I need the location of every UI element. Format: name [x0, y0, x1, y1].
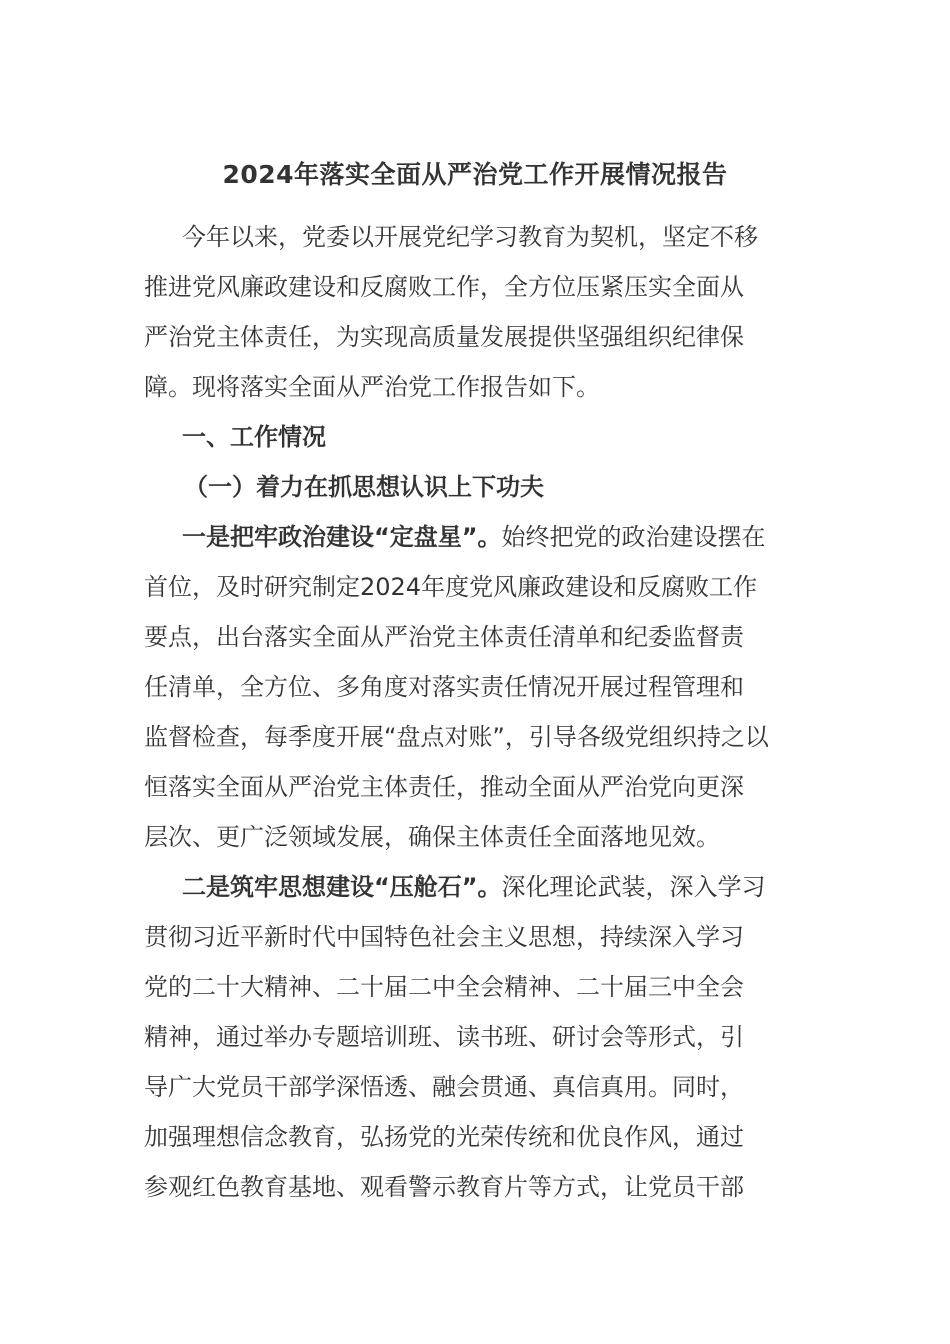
point-1-lead: 一是把牢政治建设“定盘星”。 — [182, 523, 502, 551]
intro-line: 今年以来，党委以开展党纪学习教育为契机，坚定不移 — [182, 223, 758, 251]
document-title: 2024年落实全面从严治党工作开展情况报告 — [222, 160, 728, 189]
point-2-text: 深化理论武装，深入学习 — [501, 873, 766, 901]
subsection-heading: （一）着力在抓思想认识上下功夫 — [184, 473, 544, 501]
point-1-line: 首位，及时研究制定2024年度党风廉政建设和反腐败工作 — [144, 573, 758, 601]
intro-line: 严治党主体责任，为实现高质量发展提供坚强组织纪律保 — [144, 323, 744, 351]
point-1-first-line — [144, 512, 808, 562]
point-2-lead: 二是筑牢思想建设“压舱石”。 — [182, 873, 502, 901]
point-1-line: 要点，出台落实全面从严治党主体责任清单和纪委监督责 — [144, 623, 744, 651]
point-1-line: 任清单，全方位、多角度对落实责任情况开展过程管理和 — [144, 673, 744, 701]
point-2-line: 参观红色教育基地、观看警示教育片等方式，让党员干部 — [144, 1173, 744, 1201]
document-body — [144, 212, 808, 1212]
point-2-line: 贯彻习近平新时代中国特色社会主义思想，持续深入学习 — [144, 923, 744, 951]
point-2-line: 加强理想信念教育，弘扬党的光荣传统和优良作风，通过 — [144, 1123, 744, 1151]
point-1-line: 层次、更广泛领域发展，确保主体责任全面落地见效。 — [144, 823, 720, 851]
intro-line: 推进党风廉政建设和反腐败工作，全方位压紧压实全面从 — [144, 273, 744, 301]
point-1-line: 恒落实全面从严治党主体责任，推动全面从严治党向更深 — [144, 773, 744, 801]
point-1-text: 始终把党的政治建设摆在 — [501, 523, 766, 551]
section-heading: 一、工作情况 — [182, 423, 326, 451]
point-2-line: 精神，通过举办专题培训班、读书班、研讨会等形式，引 — [144, 1023, 744, 1051]
point-2-line: 党的二十大精神、二十届二中全会精神、二十届三中全会 — [144, 973, 744, 1001]
point-2-line: 导广大党员干部学深悟透、融会贯通、真信真用。同时， — [144, 1073, 744, 1101]
point-2-first-line — [144, 862, 808, 912]
intro-line: 障。现将落实全面从严治党工作报告如下。 — [144, 373, 600, 401]
point-1-line: 监督检查，每季度开展“盘点对账”，引导各级党组织持之以 — [144, 723, 769, 751]
